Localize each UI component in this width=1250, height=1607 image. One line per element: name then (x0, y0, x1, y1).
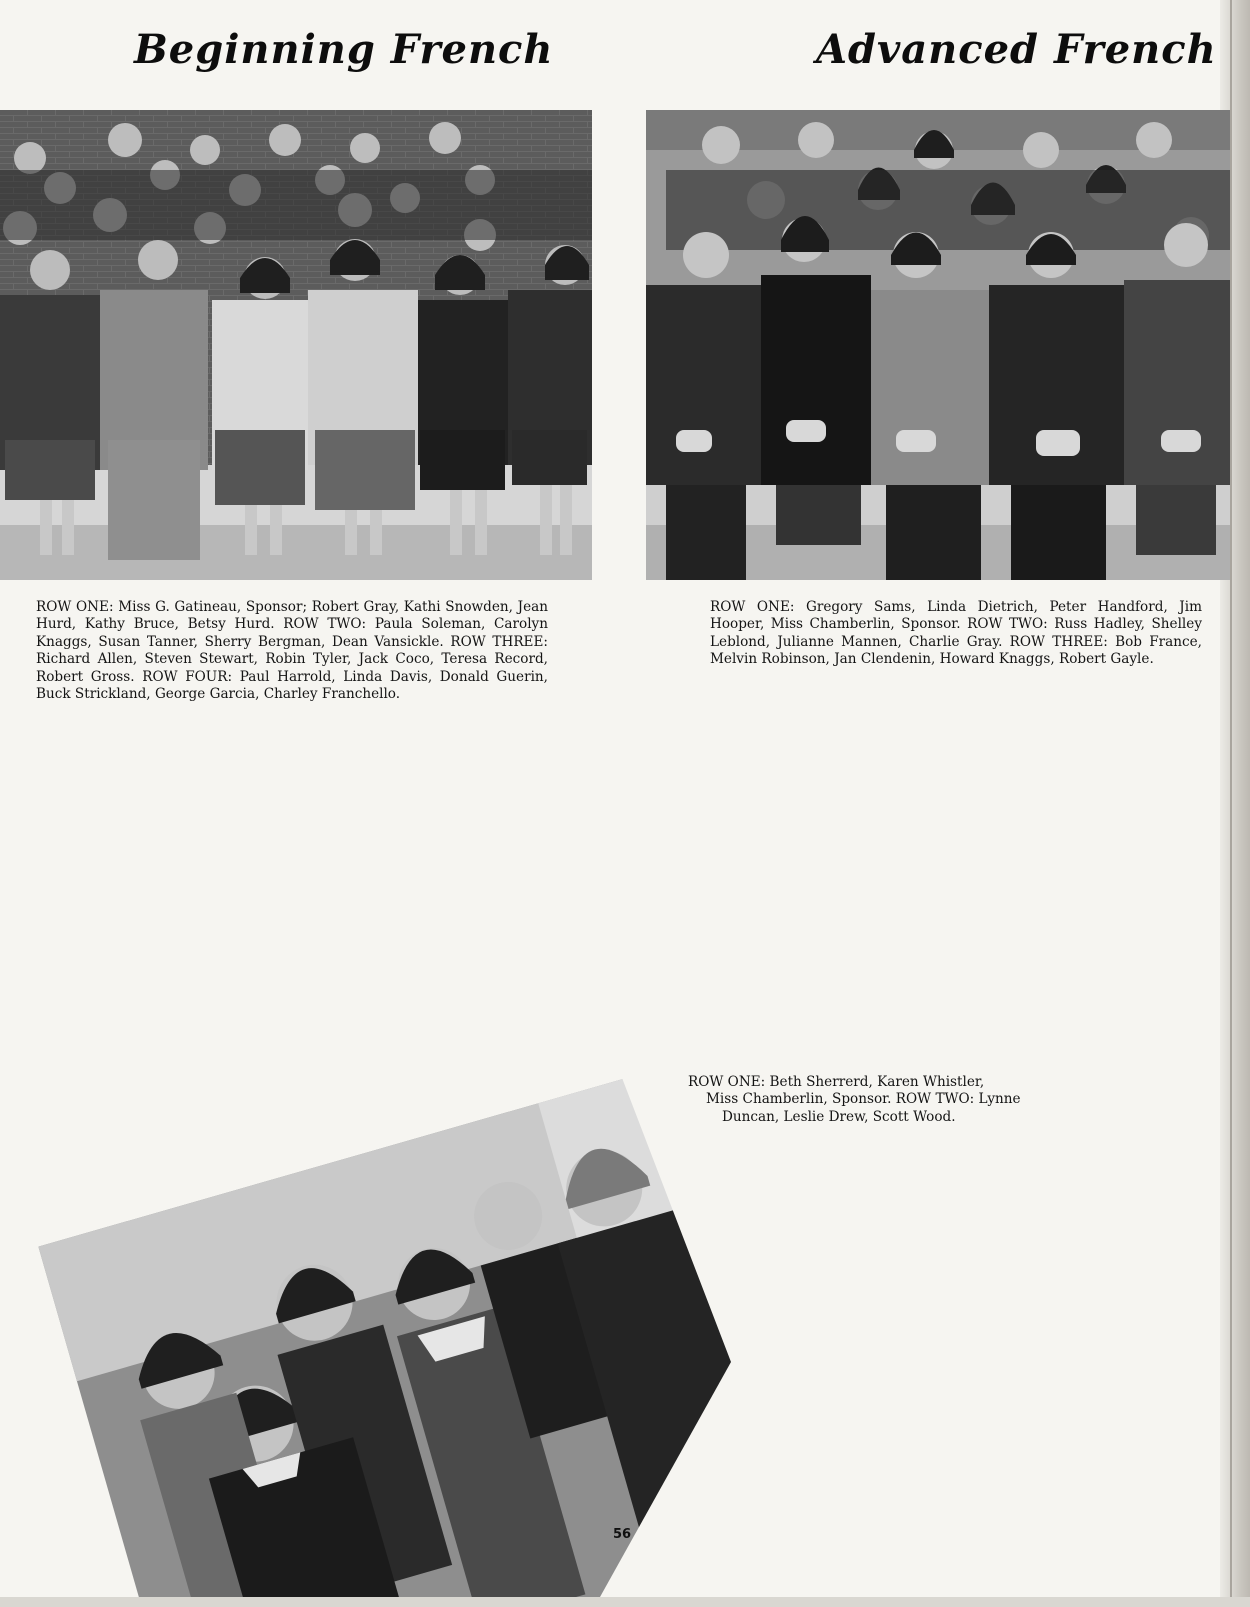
page-number: 56 (613, 1527, 632, 1542)
binding-line (1230, 0, 1232, 1607)
advanced-french-title: Advanced French (816, 26, 1217, 73)
advanced-french-photo (646, 110, 1230, 580)
german-caption (688, 1074, 1108, 1126)
german-caption-line-3: Duncan, Leslie Drew, Scott Wood. (722, 1108, 956, 1125)
bottom-edge (0, 1597, 1250, 1607)
beginning-french-title: Beginning French (134, 26, 554, 73)
german-caption-line-1: ROW ONE: Beth Sherrerd, Karen Whistler, (688, 1074, 985, 1090)
beginning-french-caption: ROW ONE: Miss G. Gatineau, Sponsor; Robert Gray, Kathi Snowden, Jean Hurd, Kathy Bruce, Betsy Hurd. ROW TWO: Paula Soleman, Carolyn Knaggs, Susan Tanner, Sherry Bergman, Dean Vansickle. ROW THREE: Richard Allen, Steven Stewart, Robin Tyler, Jack Coco, Teresa Record, Robert Gross. ROW FOUR: Paul Harrold, Linda Davis, Donald Guerin, Buck Strickland, George Garcia, Charley Franchello. (36, 599, 548, 703)
german-caption-line-2: Miss Chamberlin, Sponsor. ROW TWO: Lynne (706, 1091, 1021, 1108)
advanced-french-caption: ROW ONE: Gregory Sams, Linda Dietrich, Peter Handford, Jim Hooper, Miss Chamberlin, Sponsor. ROW TWO: Russ Hadley, Shelley Leblond, Julianne Mannen, Charlie Gray. ROW THREE: Bob France, Melvin Robinson, Jan Clendenin, Howard Knaggs, Robert Gayle. (710, 599, 1202, 668)
beginning-french-photo (0, 110, 592, 580)
german-photo (0, 889, 731, 1597)
